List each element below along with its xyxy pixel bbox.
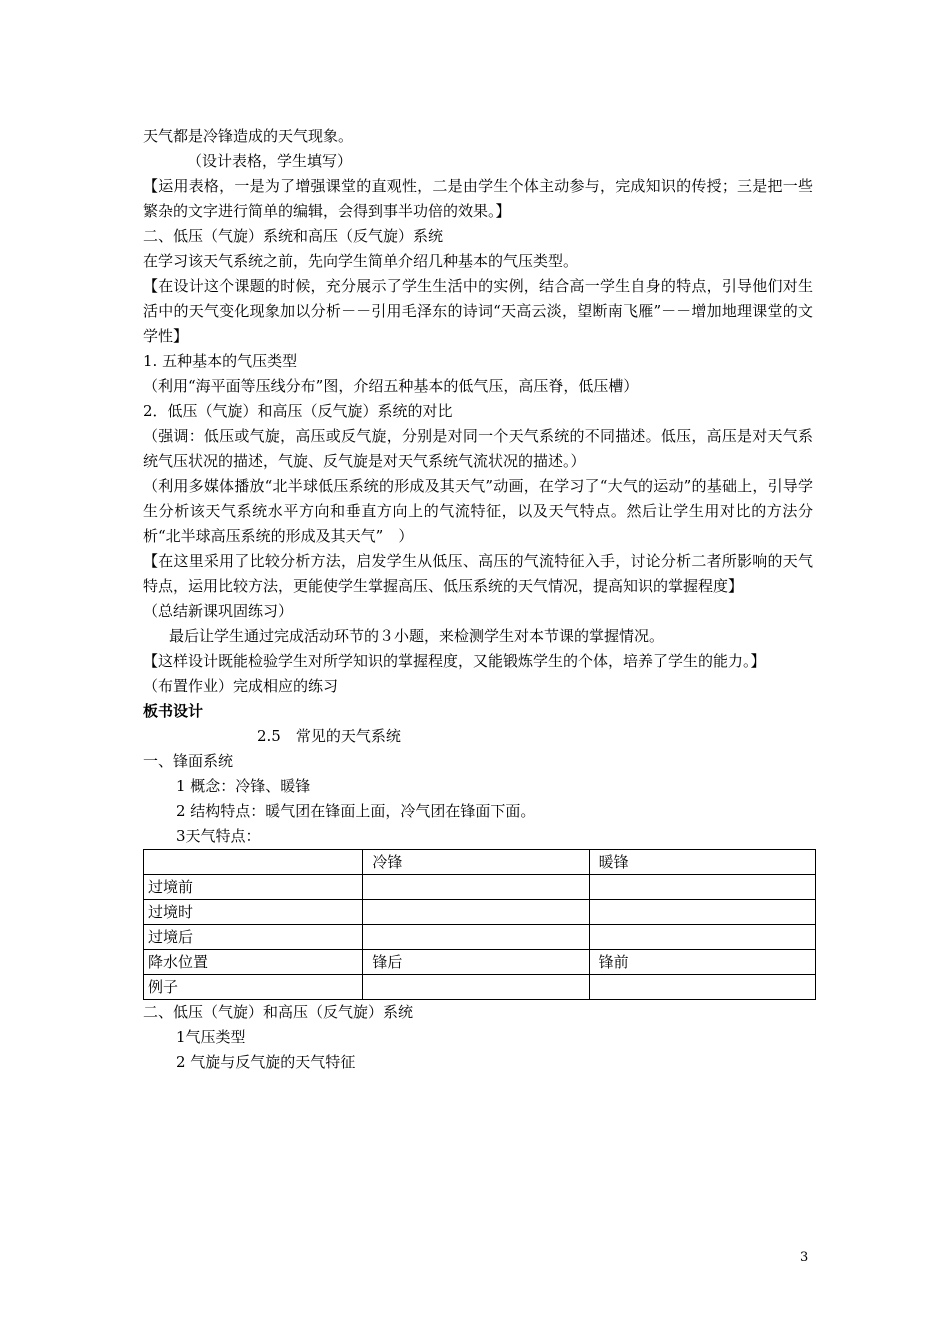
table-row — [144, 875, 816, 900]
paragraph: （利用“海平面等压线分布”图，介绍五种基本的低气压，高压脊，低压槽） — [143, 377, 639, 395]
board-subitem: 2 气旋与反气旋的天气特征 — [176, 1053, 356, 1071]
section-heading: 二、低压（气旋）系统和高压（反气旋）系统 — [143, 227, 444, 245]
weather-features-table — [143, 849, 816, 1000]
paragraph: 【在这里采用了比较分析方法，启发学生从低压、高压的气流特征入手，讨论分析二者所影响的天气特点，运用比较方法，更能使学生掌握高压、低压系统的天气情况，提高知识的掌握程度】 — [143, 552, 813, 595]
paragraph: （强调：低压或气旋，高压或反气旋，分别是对同一个天气系统的不同描述。低压，高压是对天气系统气压状况的描述，气旋、反气旋是对天气系统气流状况的描述。） — [143, 427, 813, 470]
board-subitem: 3天气特点： — [176, 827, 261, 845]
page-number: 3 — [800, 1250, 809, 1265]
table-row — [144, 900, 816, 925]
table-cell: 锋后 — [363, 950, 589, 975]
table-row — [144, 925, 816, 950]
table-header-cell: 暖锋 — [589, 850, 815, 875]
board-title: 2.5 常见的天气系统 — [257, 727, 401, 745]
table-cell: 过境时 — [144, 900, 363, 925]
table-row — [144, 950, 816, 975]
board-subitem: 2 结构特点：暖气团在锋面上面，冷气团在锋面下面。 — [176, 802, 536, 820]
paragraph: （利用多媒体播放“北半球低压系统的形成及其天气”动画，在学习了“大气的运动”的基础上，引导学生分析该天气系统水平方向和垂直方向上的气流特征，以及天气特点。然后让学生用对比的方法分析“北半球高压系统的形成及其天气” ） — [143, 477, 813, 545]
board-heading: 板书设计 — [143, 702, 204, 720]
table-row — [144, 975, 816, 1000]
paragraph: （布置作业）完成相应的练习 — [143, 677, 339, 695]
board-section: 二、低压（气旋）和高压（反气旋）系统 — [143, 1003, 414, 1021]
paragraph: （设计表格，学生填写） — [187, 152, 353, 170]
board-subitem: 1 概念：冷锋、暖锋 — [176, 777, 311, 795]
board-section: 一、锋面系统 — [143, 752, 234, 770]
table-header-cell: 冷锋 — [363, 850, 589, 875]
table-cell: 过境前 — [144, 875, 363, 900]
table-cell — [589, 975, 815, 1000]
table-header-row — [144, 850, 816, 875]
list-item: 1. 五种基本的气压类型 — [143, 352, 298, 370]
paragraph: 最后让学生通过完成活动环节的３小题，来检测学生对本节课的掌握情况。 — [169, 627, 665, 645]
paragraph: 【这样设计既能检验学生对所学知识的掌握程度，又能锻炼学生的个体，培养了学生的能力。】 — [143, 652, 766, 670]
table-cell — [589, 875, 815, 900]
paragraph: 在学习该天气系统之前，先向学生简单介绍几种基本的气压类型。 — [143, 252, 579, 270]
paragraph: （总结新课巩固练习） — [143, 602, 294, 620]
table-cell — [589, 900, 815, 925]
table-cell: 降水位置 — [144, 950, 363, 975]
table-cell — [589, 925, 815, 950]
page-content — [143, 124, 813, 1075]
board-subitem: 1气压类型 — [176, 1028, 246, 1046]
table-cell — [363, 875, 589, 900]
list-item: 2．低压（气旋）和高压（反气旋）系统的对比 — [143, 402, 453, 420]
paragraph: 【运用表格，一是为了增强课堂的直观性，二是由学生个体主动参与，完成知识的传授；三是把一些繁杂的文字进行简单的编辑，会得到事半功倍的效果。】 — [143, 177, 813, 220]
table-cell — [363, 925, 589, 950]
table-cell: 例子 — [144, 975, 363, 1000]
table-cell: 锋前 — [589, 950, 815, 975]
table-cell — [363, 900, 589, 925]
paragraph: 天气都是冷锋造成的天气现象。 — [143, 127, 354, 145]
table-header-cell — [144, 850, 363, 875]
table-cell: 过境后 — [144, 925, 363, 950]
table-cell — [363, 975, 589, 1000]
paragraph: 【在设计这个课题的时候，充分展示了学生生活中的实例，结合高一学生自身的特点，引导他们对生活中的天气变化现象加以分析－－引用毛泽东的诗词“天高云淡，望断南飞雁”－－增加地理课堂的文学性】 — [143, 277, 813, 345]
